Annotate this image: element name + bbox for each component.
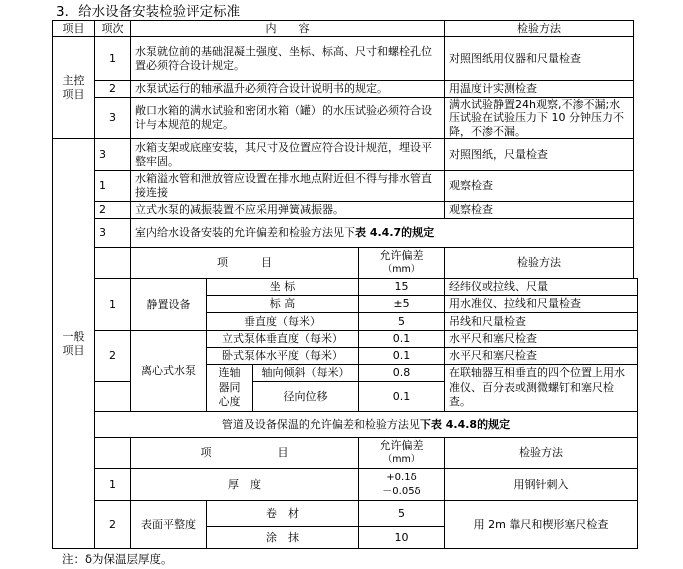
coordinate-tolerance: 15 <box>358 278 445 296</box>
main-row-1-seq: 1 <box>94 36 131 81</box>
main-row-1-content: 水泵就位前的基础混凝土强度、坐标、标高、尺寸和螺栓孔位置必须符合设计规定。 <box>130 36 445 81</box>
horizontal-pump-method: 水平尺和塞尺检查 <box>444 347 638 365</box>
main-row-2-method: 用温度计实测检查 <box>444 80 634 98</box>
header-item: 项目 <box>52 20 95 37</box>
table-447-header-tolerance: 允许偏差 （mm） <box>358 247 445 279</box>
horizontal-pump-item: 卧式泵体水平度（每米） <box>206 347 359 365</box>
coupling-label: 连轴器同心度 <box>206 364 253 412</box>
roll-material-item: 卷 材 <box>206 500 359 527</box>
verticality-item: 垂直度（每米） <box>206 312 359 331</box>
coating-item: 涂 抹 <box>206 526 359 549</box>
flatness-name: 表面平整度 <box>130 500 207 549</box>
verticality-method: 吊线和尺量检查 <box>444 312 638 331</box>
elevation-method: 用水准仪、拉线和尺量检查 <box>444 295 638 313</box>
radial-displacement-item: 径向位移 <box>252 381 359 412</box>
elevation-item: 标 高 <box>206 295 359 313</box>
main-row-1-method: 对照图纸用仪器和尺量检查 <box>444 36 634 81</box>
main-row-2-content: 水泵试运行的轴承温升必须符合设计说明书的规定。 <box>130 80 445 98</box>
main-row-3-content: 敞口水箱的满水试验和密闭水箱（罐）的水压试验必须符合设计与本规范的规定。 <box>130 97 445 139</box>
header-method: 检验方法 <box>444 20 634 37</box>
main-row-2-seq: 2 <box>94 80 131 98</box>
general-row-3-seq: 2 <box>94 201 131 219</box>
vertical-pump-tolerance: 0.1 <box>358 330 445 348</box>
static-equipment-seq: 1 <box>94 278 131 331</box>
table-447-seq: 3 <box>94 218 131 248</box>
flatness-seq: 2 <box>94 500 131 549</box>
thickness-seq: 1 <box>94 468 131 501</box>
general-row-1-content: 水箱支架或底座安装，其尺寸及位置应符合设计规范，埋设平整牢固。 <box>130 138 445 171</box>
general-row-1-method: 对照图纸，尺量检查 <box>444 138 634 171</box>
roll-material-tolerance: 5 <box>358 500 445 527</box>
verticality-tolerance: 5 <box>358 312 445 331</box>
table-448-header-seq <box>94 437 131 469</box>
table-448-header-tolerance: 允许偏差 （mm） <box>358 437 445 469</box>
header-seq: 项次 <box>94 20 131 37</box>
thickness-method: 用钢针刺入 <box>444 468 638 501</box>
general-row-2-method: 观察检查 <box>444 170 634 202</box>
table-447-header-item: 项 目 <box>130 247 359 279</box>
flatness-method: 用 2m 靠尺和楔形塞尺检查 <box>444 500 638 549</box>
table-448-header-item: 项 目 <box>130 437 359 469</box>
centrifugal-pump-seq-empty <box>94 381 131 412</box>
footnote: 注：δ为保温层厚度。 <box>62 552 173 566</box>
elevation-tolerance: ±5 <box>358 295 445 313</box>
main-row-3-method: 满水试验静置24h观察,不渗不漏;水压试验在试验压力下 10 分钟压力不降，不渗不漏。 <box>444 97 634 139</box>
coating-tolerance: 10 <box>358 526 445 549</box>
general-label: 一般项目 <box>52 138 95 549</box>
section-title: 3．给水设备安装检验评定标准 <box>56 4 241 20</box>
centrifugal-pump-seq: 2 <box>94 330 131 382</box>
coordinate-method: 经纬仪或拉线、尺量 <box>444 278 638 296</box>
coupling-method: 在联轴器互相垂直的四个位置上用水准仪、百分表或测微螺钉和塞尺检查。 <box>444 364 638 412</box>
table-447-header-method: 检验方法 <box>444 247 634 279</box>
general-row-2-content: 水箱溢水管和泄放管应设置在排水地点附近但不得与排水管直接连接 <box>130 170 445 202</box>
general-row-1-seq: 3 <box>94 138 131 171</box>
header-content: 内 容 <box>130 20 445 37</box>
general-row-3-content: 立式水泵的减振装置不应采用弹簧减振器。 <box>130 201 445 219</box>
table-448-caption: 管道及设备保温的允许偏差和检验方法见 下表 4.4.8的规定 <box>94 411 638 438</box>
static-equipment-name: 静置设备 <box>130 278 207 331</box>
coordinate-item: 坐 标 <box>206 278 359 296</box>
table-447-caption: 室内给水设备安装的允许偏差和检验方法见下 表 4.4.7的规定 <box>130 218 634 248</box>
vertical-pump-method: 水平尺和塞尺检查 <box>444 330 638 348</box>
table-448-header-method: 检验方法 <box>444 437 638 469</box>
thickness-tolerance: +0.1δ －0.05δ <box>358 468 445 501</box>
general-row-2-seq: 1 <box>94 170 131 202</box>
horizontal-pump-tolerance: 0.1 <box>358 347 445 365</box>
radial-displacement-tolerance: 0.1 <box>358 381 445 412</box>
vertical-pump-item: 立式泵体垂直度（每米） <box>206 330 359 348</box>
axial-tilt-tolerance: 0.8 <box>358 364 445 382</box>
axial-tilt-item: 轴向倾斜（每米） <box>252 364 359 382</box>
centrifugal-pump-name: 离心式水泵 <box>130 330 207 412</box>
table-447-header-seq <box>94 247 131 279</box>
thickness-item: 厚 度 <box>130 468 359 501</box>
main-row-3-seq: 3 <box>94 97 131 139</box>
main-control-label: 主控项目 <box>52 36 95 139</box>
general-row-3-method: 观察检查 <box>444 201 634 219</box>
